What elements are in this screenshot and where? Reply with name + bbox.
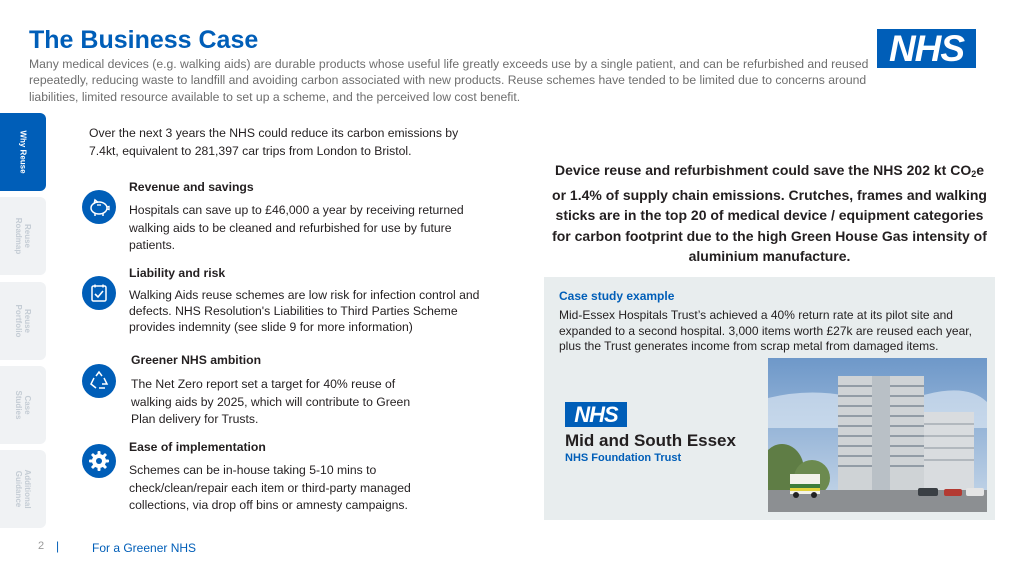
revenue-heading: Revenue and savings (129, 180, 254, 194)
tab-reuse-portfolio[interactable] (0, 282, 46, 360)
nhs-logo: NHS (877, 29, 976, 68)
tab-label: Case Studies (14, 390, 32, 420)
page-number: 2 (38, 540, 45, 552)
ease-body: Schemes can be in-house taking 5-10 mins to check/clean/repair each item or third-party managed collections, via drop off bins or amnesty campaigns. (129, 463, 411, 512)
tab-additional-guidance[interactable] (0, 450, 46, 528)
case-study-body: Mid-Essex Hospitals Trust’s achieved a 40% return rate at its pilot site and expanded to a second hospital. 3,000 items worth £27k are reused each year, plus the Trust generates income from scrap metal from damaged items. (559, 308, 972, 354)
piggy-bank-icon (82, 190, 116, 224)
tab-label: Why Reuse (18, 130, 28, 174)
trust-logo-nhs: NHS (565, 402, 627, 427)
highlight-statement (548, 160, 991, 267)
trust-logo-sub: NHS Foundation Trust (565, 452, 682, 464)
tab-label: Additional Guidance (14, 469, 32, 509)
page-title: The Business Case (29, 26, 259, 54)
intro-text: Many medical devices (e.g. walking aids) are durable products whose useful life greatly exceeds use by a single patient, and can be refurbished and reused repeatedly, reducing waste to landfill and avoiding carbon associated with new products. Reuse schemes have tended to be limited due to concerns around liabilities, limited resource available to set up a scheme, and the perceived low cost benefit. (29, 57, 869, 104)
ease-heading: Ease of implementation (129, 440, 266, 454)
liability-heading: Liability and risk (129, 266, 226, 280)
greener-body: The Net Zero report set a target for 40% reuse of walking aids by 2025, which will contribute to Green Plan delivery for Trusts. (131, 377, 411, 426)
recycle-icon (82, 364, 116, 398)
gear-icon (82, 444, 116, 478)
greener-heading: Greener NHS ambition (131, 353, 262, 367)
trust-logo-name: Mid and South Essex (565, 431, 736, 450)
highlight-part1: Device reuse and refurbishment could save the NHS 202 kt CO (554, 162, 972, 178)
case-study-title: Case study example (559, 289, 675, 303)
tab-label: Reuse Roadmap (14, 217, 32, 255)
tab-label: Reuse Portfolio (14, 304, 32, 338)
footer-separator: | (56, 539, 60, 553)
highlight-subscript: 2 (971, 169, 977, 179)
revenue-body: Hospitals can save up to £46,000 a year by receiving returned walking aids to be cleaned and refurbished for use by future patients. (129, 203, 464, 252)
liability-body: Walking Aids reuse schemes are low risk for infection control and defects. NHS Resolution's Liabilities to Third Parties Scheme provides indemnity (see slide 9 for more information) (129, 288, 480, 334)
footer-text: For a Greener NHS (92, 541, 197, 555)
highlight-part2: e or 1.4% of supply chain emissions. Crutches, frames and walking sticks are in the top 20 of medical device / equipment categories for carbon footprint due to the high Green House Gas intensity of aluminium manufacture. (552, 162, 987, 264)
hospital-photo (768, 358, 987, 512)
tab-reuse-roadmap[interactable] (0, 197, 46, 275)
tab-case-studies[interactable] (0, 366, 46, 444)
trust-logo (565, 402, 755, 464)
tab-why-reuse[interactable] (0, 113, 46, 191)
checklist-icon (82, 276, 116, 310)
carbon-lead-text: Over the next 3 years the NHS could reduce its carbon emissions by 7.4kt, equivalent to 281,397 car trips from London to Bristol. (89, 126, 459, 158)
